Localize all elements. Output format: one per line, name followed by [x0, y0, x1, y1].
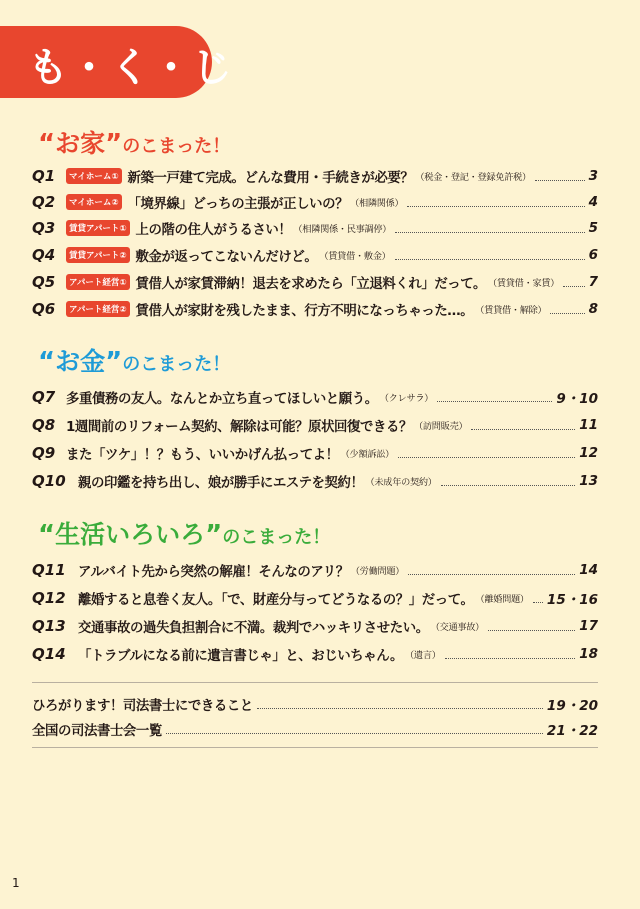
section-keyword: お家 — [55, 129, 106, 158]
dot-leader — [533, 602, 543, 603]
toc-entry-q4[interactable]: Q4 賃貸アパート② 敷金が返ってこないんだけど。 （賃貸借・敷金） 6 — [32, 246, 598, 265]
category-tag: マイホーム① — [66, 168, 122, 184]
dot-leader — [407, 206, 584, 207]
toc-entry-q12[interactable]: Q12 離婚すると息巻く友人。「で、財産分与ってどうなるの？」だって。 （離婚問題） 15・16 — [32, 589, 598, 608]
toc-entry-q14[interactable]: Q14 「トラブルになる前に遺言書じゃ」と、おじいちゃん。 （遺言） 18 — [32, 645, 598, 664]
divider — [32, 682, 598, 683]
category-tag: 賃貸アパート① — [66, 220, 130, 236]
toc-entry-q8[interactable]: Q8 1週間前のリフォーム契約、解除は可能？原状回復できる？ （訪問販売） 11 — [32, 416, 598, 435]
toc-entry-q10[interactable]: Q10 親の印鑑を持ち出し、娘が勝手にエステを契約！ （未成年の契約） 13 — [32, 472, 598, 491]
toc-entry-q6[interactable]: Q6 アパート経営② 賃借人が家財を残したまま、行方不明になっちゃった…。 （賃貸借・解除） 8 — [32, 300, 598, 319]
dot-leader — [445, 658, 576, 659]
dot-leader — [408, 574, 575, 575]
toc-entry-q11[interactable]: Q11 アルバイト先から突然の解雇！そんなのアリ？ （労働問題） 14 — [32, 561, 598, 580]
toc-entry-q5[interactable]: Q5 アパート経営① 賃借人が家賃滞納！退去を求めたら「立退料くれ」だって。 （賃貸借・家賃） 7 — [32, 273, 598, 292]
section-heading-life: “生活いろいろ”のこまった！ — [38, 520, 331, 550]
dot-leader — [166, 733, 543, 734]
dot-leader — [441, 485, 576, 486]
section-heading-money: “お金”のこまった！ — [38, 347, 231, 377]
dot-leader — [550, 313, 584, 314]
divider — [32, 747, 598, 748]
category-tag: 賃貸アパート② — [66, 247, 130, 263]
dot-leader — [398, 457, 575, 458]
dot-leader — [535, 180, 585, 181]
toc-entry-q2[interactable]: Q2 マイホーム② 「境界線」どっちの主張が正しいの？ （相隣関係） 4 — [32, 193, 598, 212]
dot-leader — [437, 401, 552, 402]
header-banner — [0, 26, 233, 98]
dot-leader — [395, 259, 585, 260]
dot-leader — [471, 429, 575, 430]
dot-leader — [488, 630, 575, 631]
page-number: 1 — [12, 876, 20, 890]
toc-entry-q9[interactable]: Q9 また「ツケ」！？もう、いいかげん払ってよ！ （少額訴訟） 12 — [32, 444, 598, 463]
page-title: も・く・じ — [28, 45, 233, 91]
toc-entry-directory[interactable]: 全国の司法書士会一覧 21・22 — [32, 723, 598, 739]
toc-entry-q7[interactable]: Q7 多重債務の友人。なんとか立ち直ってほしいと願う。 （クレサラ） 9・10 — [32, 388, 598, 407]
section-keyword: 生活いろいろ — [55, 520, 206, 549]
dot-leader — [563, 286, 584, 287]
category-tag: アパート経営② — [66, 301, 130, 317]
toc-entry-q1[interactable]: Q1 マイホーム① 新築一戸建て完成。どんな費用・手続きが必要？ （税金・登記・登録免許税） 3 — [32, 167, 598, 186]
section-keyword: お金 — [55, 347, 106, 376]
toc-entry-q3[interactable]: Q3 賃貸アパート① 上の階の住人がうるさい！ （相隣関係・民事調停） 5 — [32, 219, 598, 238]
section-heading-home: “お家”のこまった！ — [38, 129, 231, 159]
toc-entry-services[interactable]: ひろがります！司法書士にできること 19・20 — [32, 698, 598, 714]
dot-leader — [257, 708, 543, 709]
category-tag: マイホーム② — [66, 194, 122, 210]
category-tag: アパート経営① — [66, 274, 130, 290]
dot-leader — [395, 232, 584, 233]
toc-entry-q13[interactable]: Q13 交通事故の過失負担割合に不満。裁判でハッキリさせたい。 （交通事故） 17 — [32, 617, 598, 636]
